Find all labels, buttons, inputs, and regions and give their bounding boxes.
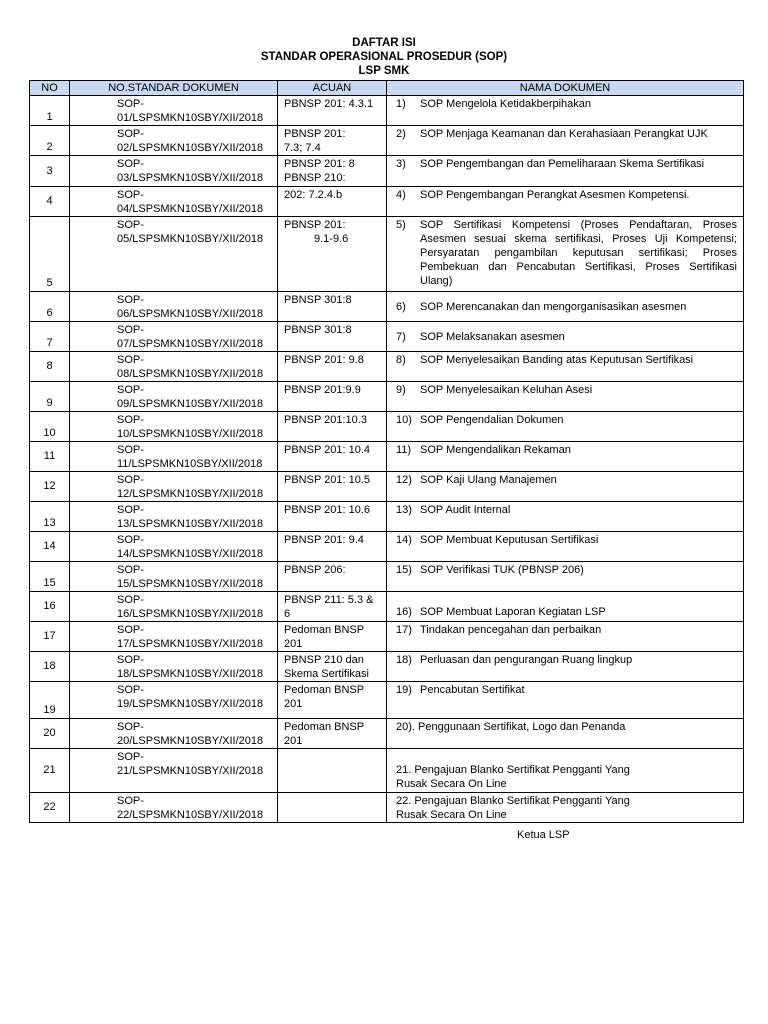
- nama-text: SOP Merencanakan dan mengorganisasikan asesmen: [420, 301, 687, 313]
- cell-nama-dokumen: [387, 793, 744, 823]
- cell-nama-dokumen: [387, 592, 744, 622]
- acuan-line: 201: [284, 638, 303, 650]
- acuan-line: PBNSP 201:: [284, 128, 346, 140]
- nama-number: 9): [396, 384, 406, 396]
- title-lsp: LSP SMK: [358, 65, 410, 77]
- cell-standar-dokumen: SOP-01/LSPSMKN10SBY/XII/2018: [70, 96, 278, 126]
- cell-acuan: [278, 126, 387, 156]
- nama-number: 2): [396, 128, 406, 140]
- cell-acuan: [278, 187, 387, 217]
- cell-no: 6: [30, 292, 70, 322]
- cell-acuan: [278, 793, 387, 823]
- cell-no: 10: [30, 412, 70, 442]
- nama-number: 1): [396, 98, 406, 110]
- cell-no: 11: [30, 442, 70, 472]
- sop-table: [29, 80, 744, 823]
- nama-text: SOP Membuat Keputusan Sertifikasi: [420, 534, 599, 546]
- table-row: [30, 562, 744, 592]
- nama-number: 19): [396, 684, 412, 696]
- cell-nama-dokumen: [387, 187, 744, 217]
- table-row: [30, 622, 744, 652]
- acuan-line: PBNSP 211: 5.3 &: [284, 594, 374, 606]
- cell-nama-dokumen: [387, 472, 744, 502]
- nama-number: 6): [396, 301, 406, 313]
- cell-standar-dokumen: SOP-18/LSPSMKN10SBY/XII/2018: [70, 652, 278, 682]
- table-row: [30, 156, 744, 187]
- cell-standar-dokumen: SOP-14/LSPSMKN10SBY/XII/2018: [70, 532, 278, 562]
- nama-number: 12): [396, 474, 412, 486]
- acuan-line: PBNSP 201: 10.5: [284, 474, 371, 486]
- table-row: [30, 126, 744, 156]
- cell-no: 5: [30, 217, 70, 292]
- cell-standar-dokumen: SOP-15/LSPSMKN10SBY/XII/2018: [70, 562, 278, 592]
- table-row: [30, 322, 744, 352]
- table-row: [30, 532, 744, 562]
- nama-number: 4): [396, 189, 406, 201]
- cell-standar-dokumen: SOP-11/LSPSMKN10SBY/XII/2018: [70, 442, 278, 472]
- acuan-line: 202: 7.2.4.b: [284, 189, 343, 201]
- table-row: [30, 682, 744, 719]
- acuan-line: PBNSP 201: 9.4: [284, 534, 364, 546]
- acuan-line: PBNSP 201: 10.4: [284, 444, 371, 456]
- cell-nama-dokumen: [387, 532, 744, 562]
- cell-nama-dokumen: [387, 156, 744, 187]
- cell-acuan: [278, 532, 387, 562]
- cell-no: 19: [30, 682, 70, 719]
- acuan-line: PBNSP 206:: [284, 564, 346, 576]
- cell-acuan: [278, 652, 387, 682]
- acuan-line: 7.3; 7.4: [284, 142, 321, 154]
- nama-text: SOP Pengendalian Dokumen: [420, 414, 564, 426]
- cell-acuan: [278, 682, 387, 719]
- cell-nama-dokumen: [387, 749, 744, 793]
- table-row: [30, 793, 744, 823]
- cell-acuan: [278, 472, 387, 502]
- nama-text: SOP Melaksanakan asesmen: [420, 331, 565, 343]
- cell-standar-dokumen: SOP-04/LSPSMKN10SBY/XII/2018: [70, 187, 278, 217]
- cell-no: 3: [30, 156, 70, 187]
- cell-standar-dokumen: SOP-19/LSPSMKN10SBY/XII/2018: [70, 682, 278, 719]
- cell-no: 20: [30, 719, 70, 749]
- nama-number: 7): [396, 331, 406, 343]
- cell-standar-dokumen: SOP-17/LSPSMKN10SBY/XII/2018: [70, 622, 278, 652]
- table-row: [30, 652, 744, 682]
- cell-nama-dokumen: [387, 352, 744, 382]
- nama-number: 16): [396, 606, 412, 618]
- cell-nama-dokumen: [387, 322, 744, 352]
- cell-nama-dokumen: [387, 562, 744, 592]
- header-no: NO: [30, 81, 70, 96]
- table-row: [30, 719, 744, 749]
- cell-standar-dokumen: SOP-08/LSPSMKN10SBY/XII/2018: [70, 352, 278, 382]
- nama-number: 15): [396, 564, 412, 576]
- acuan-line: 6: [284, 608, 291, 620]
- cell-acuan: [278, 217, 387, 292]
- table-row: [30, 187, 744, 217]
- cell-acuan: [278, 719, 387, 749]
- nama-text: SOP Kaji Ulang Manajemen: [420, 474, 557, 486]
- nama-text: 20). Penggunaan Sertifikat, Logo dan Penanda: [396, 721, 626, 733]
- nama-text: SOP Mengelola Ketidakberpihakan: [420, 98, 592, 110]
- nama-text: SOP Menjaga Keamanan dan Kerahasiaan Perangkat UJK: [420, 128, 708, 140]
- cell-no: 14: [30, 532, 70, 562]
- acuan-line: Skema Sertifikasi: [284, 668, 369, 680]
- cell-no: 16: [30, 592, 70, 622]
- nama-text: Perluasan dan pengurangan Ruang lingkup: [420, 654, 633, 666]
- acuan-line: PBNSP 301:8: [284, 324, 352, 336]
- cell-acuan: [278, 502, 387, 532]
- cell-acuan: [278, 322, 387, 352]
- header-acuan: ACUAN: [278, 81, 387, 96]
- cell-no: 13: [30, 502, 70, 532]
- cell-standar-dokumen: SOP-02/LSPSMKN10SBY/XII/2018: [70, 126, 278, 156]
- cell-nama-dokumen: [387, 382, 744, 412]
- cell-nama-dokumen: [387, 96, 744, 126]
- table-row: [30, 292, 744, 322]
- cell-acuan: [278, 592, 387, 622]
- acuan-line: PBNSP 201:10.3: [284, 414, 367, 426]
- header-no-standar-dokumen: NO.STANDAR DOKUMEN: [70, 81, 278, 96]
- nama-text: SOP Verifikasi TUK (PBNSP 206): [420, 564, 584, 576]
- nama-number: 10): [396, 414, 412, 426]
- cell-nama-dokumen: [387, 292, 744, 322]
- cell-standar-dokumen: SOP-21/LSPSMKN10SBY/XII/2018: [70, 749, 278, 793]
- header-nama-dokumen: NAMA DOKUMEN: [387, 81, 744, 96]
- table-row: [30, 382, 744, 412]
- cell-nama-dokumen: [387, 442, 744, 472]
- nama-text: SOP Menyelesaikan Keluhan Asesi: [420, 384, 593, 396]
- acuan-line: Pedoman BNSP: [284, 721, 365, 733]
- cell-no: 22: [30, 793, 70, 823]
- nama-number: 8): [396, 354, 406, 366]
- cell-nama-dokumen: [387, 126, 744, 156]
- cell-standar-dokumen: SOP-10/LSPSMKN10SBY/XII/2018: [70, 412, 278, 442]
- cell-no: 12: [30, 472, 70, 502]
- cell-nama-dokumen: [387, 217, 744, 292]
- acuan-line: PBNSP 201: 10.6: [284, 504, 371, 516]
- cell-nama-dokumen: [387, 412, 744, 442]
- title-daftar-isi: DAFTAR ISI: [352, 37, 416, 49]
- cell-acuan: [278, 622, 387, 652]
- cell-no: 17: [30, 622, 70, 652]
- cell-no: 9: [30, 382, 70, 412]
- cell-nama-dokumen: [387, 682, 744, 719]
- cell-acuan: [278, 292, 387, 322]
- nama-number: 3): [396, 158, 406, 170]
- cell-no: 8: [30, 352, 70, 382]
- acuan-line: 201: [284, 698, 303, 710]
- cell-acuan: [278, 562, 387, 592]
- cell-acuan: [278, 352, 387, 382]
- cell-standar-dokumen: SOP-20/LSPSMKN10SBY/XII/2018: [70, 719, 278, 749]
- nama-text: Pencabutan Sertifikat: [420, 684, 525, 696]
- table-row: [30, 96, 744, 126]
- cell-nama-dokumen: [387, 719, 744, 749]
- acuan-line: PBNSP 201:9.9: [284, 384, 361, 396]
- table-row: [30, 502, 744, 532]
- table-row: [30, 472, 744, 502]
- cell-no: 15: [30, 562, 70, 592]
- cell-standar-dokumen: SOP-09/LSPSMKN10SBY/XII/2018: [70, 382, 278, 412]
- acuan-line: PBNSP 201: 4.3.1: [284, 98, 374, 110]
- acuan-line: Pedoman BNSP: [284, 624, 365, 636]
- acuan-line: 201: [284, 735, 303, 747]
- nama-text: SOP Menyelesaikan Banding atas Keputusan Sertifikasi: [420, 354, 694, 366]
- cell-no: 21: [30, 749, 70, 793]
- acuan-line: 9.1-9.6: [314, 233, 349, 245]
- cell-acuan: [278, 412, 387, 442]
- nama-text: SOP Audit Internal: [420, 504, 511, 516]
- nama-text: SOP Sertifikasi Kompetensi (Proses Pendaftaran, Proses Asesmen sesuai skema sertifikasi, Proses Uji Kompetensi; Persyaratan pengambilan keputusan sertifikasi; Proses Pembekuan dan Pencabutan Sertifikasi, Proses Sertifikasi Ulang): [420, 219, 737, 287]
- nama-number: 11): [396, 444, 412, 456]
- acuan-line: Pedoman BNSP: [284, 684, 365, 696]
- cell-standar-dokumen: SOP-06/LSPSMKN10SBY/XII/2018: [70, 292, 278, 322]
- cell-nama-dokumen: [387, 622, 744, 652]
- ketua-lsp-label: Ketua LSP: [517, 829, 570, 841]
- cell-no: 7: [30, 322, 70, 352]
- acuan-line: PBNSP 210:: [284, 172, 346, 184]
- cell-standar-dokumen: SOP-07/LSPSMKN10SBY/XII/2018: [70, 322, 278, 352]
- acuan-line: PBNSP 201: 9.8: [284, 354, 364, 366]
- nama-text: 21. Pengajuan Blanko Sertifikat Pengganti Yang Rusak Secara On Line: [396, 764, 630, 790]
- table-body: [30, 96, 744, 823]
- nama-text: 22. Pengajuan Blanko Sertifikat Pengganti Yang Rusak Secara On Line: [396, 795, 630, 821]
- table-row: [30, 442, 744, 472]
- cell-standar-dokumen: SOP-12/LSPSMKN10SBY/XII/2018: [70, 472, 278, 502]
- nama-text: SOP Membuat Laporan Kegiatan LSP: [420, 606, 606, 618]
- cell-no: 18: [30, 652, 70, 682]
- acuan-line: PBNSP 201: 8: [284, 158, 355, 170]
- table-row: [30, 412, 744, 442]
- cell-nama-dokumen: [387, 502, 744, 532]
- table-row: [30, 217, 744, 292]
- cell-no: 2: [30, 126, 70, 156]
- acuan-line: PBNSP 210 dan: [284, 654, 364, 666]
- cell-standar-dokumen: SOP-16/LSPSMKN10SBY/XII/2018: [70, 592, 278, 622]
- nama-number: 13): [396, 504, 412, 516]
- cell-acuan: [278, 749, 387, 793]
- table-row: [30, 749, 744, 793]
- nama-number: 18): [396, 654, 412, 666]
- nama-text: SOP Pengembangan dan Pemeliharaan Skema Sertifikasi: [420, 158, 705, 170]
- acuan-line: PBNSP 201:: [284, 219, 346, 231]
- nama-number: 17): [396, 624, 412, 636]
- cell-standar-dokumen: SOP-03/LSPSMKN10SBY/XII/2018: [70, 156, 278, 187]
- cell-nama-dokumen: [387, 652, 744, 682]
- cell-acuan: [278, 156, 387, 187]
- cell-acuan: [278, 96, 387, 126]
- nama-number: 5): [396, 219, 406, 231]
- cell-standar-dokumen: SOP-22/LSPSMKN10SBY/XII/2018: [70, 793, 278, 823]
- cell-standar-dokumen: SOP-05/LSPSMKN10SBY/XII/2018: [70, 217, 278, 292]
- cell-standar-dokumen: SOP-13/LSPSMKN10SBY/XII/2018: [70, 502, 278, 532]
- cell-no: 4: [30, 187, 70, 217]
- table-header-row: [30, 81, 744, 96]
- cell-acuan: [278, 442, 387, 472]
- nama-number: 14): [396, 534, 412, 546]
- nama-text: SOP Mengendalikan Rekaman: [420, 444, 571, 456]
- cell-acuan: [278, 382, 387, 412]
- acuan-line: PBNSP 301:8: [284, 294, 352, 306]
- nama-text: SOP Pengembangan Perangkat Asesmen Kompetensi.: [420, 189, 690, 201]
- cell-no: 1: [30, 96, 70, 126]
- table-row: [30, 592, 744, 622]
- nama-text: Tindakan pencegahan dan perbaikan: [420, 624, 602, 636]
- table-row: [30, 352, 744, 382]
- title-sop: STANDAR OPERASIONAL PROSEDUR (SOP): [260, 51, 508, 63]
- document-title-block: [0, 36, 768, 78]
